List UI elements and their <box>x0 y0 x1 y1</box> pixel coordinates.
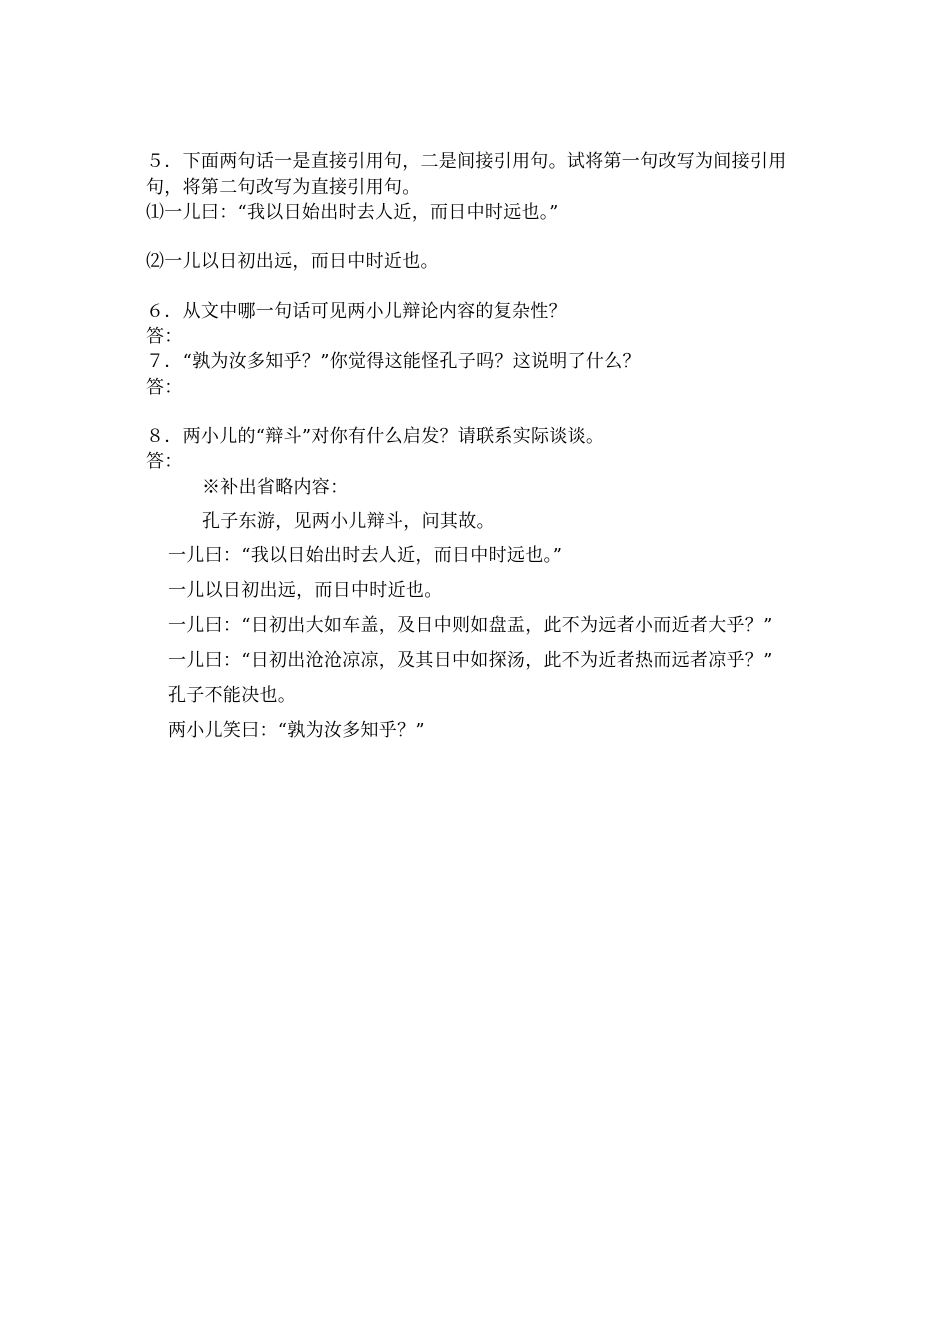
question-5-line-1: ５．下面两句话一是直接引用句，二是间接引用句。试将第一句改写为间接引用 <box>146 151 787 172</box>
supplement-line: 一儿曰：“日初出大如车盖，及日中则如盘盂，此不为远者小而近者大乎？” <box>168 615 773 636</box>
question-8-answer-label: 答： <box>146 451 183 472</box>
supplement-line: 一儿以日初出远，而日中时近也。 <box>168 580 443 601</box>
question-7-answer-label: 答： <box>146 377 183 398</box>
question-8: ８．两小儿的“辩斗”对你有什么启发？请联系实际谈谈。 <box>146 426 605 447</box>
question-5-item-2: ⑵一儿以日初出远，而日中时近也。 <box>146 251 439 272</box>
supplement-heading: ※补出省略内容： <box>202 477 349 498</box>
question-5-item-1: ⑴一儿曰：“我以日始出时去人近，而日中时远也。” <box>146 202 559 223</box>
question-6-answer-label: 答： <box>146 326 183 347</box>
supplement-line: 一儿曰：“我以日始出时去人近，而日中时远也。” <box>168 545 563 566</box>
supplement-line: 孔子不能决也。 <box>168 685 297 706</box>
question-6: ６．从文中哪一句话可见两小儿辩论内容的复杂性？ <box>146 301 567 322</box>
supplement-line: 两小儿笑曰：“孰为汝多知乎？” <box>168 720 425 741</box>
supplement-line: 一儿曰：“日初出沧沧凉凉，及其日中如探汤，此不为近者热而远者凉乎？” <box>168 650 773 671</box>
supplement-line: 孔子东游，见两小儿辩斗，问其故。 <box>202 511 495 532</box>
question-7: ７．“孰为汝多知乎？”你觉得这能怪孔子吗？这说明了什么？ <box>146 351 641 372</box>
question-5-line-2: 句，将第二句改写为直接引用句。 <box>146 177 421 198</box>
